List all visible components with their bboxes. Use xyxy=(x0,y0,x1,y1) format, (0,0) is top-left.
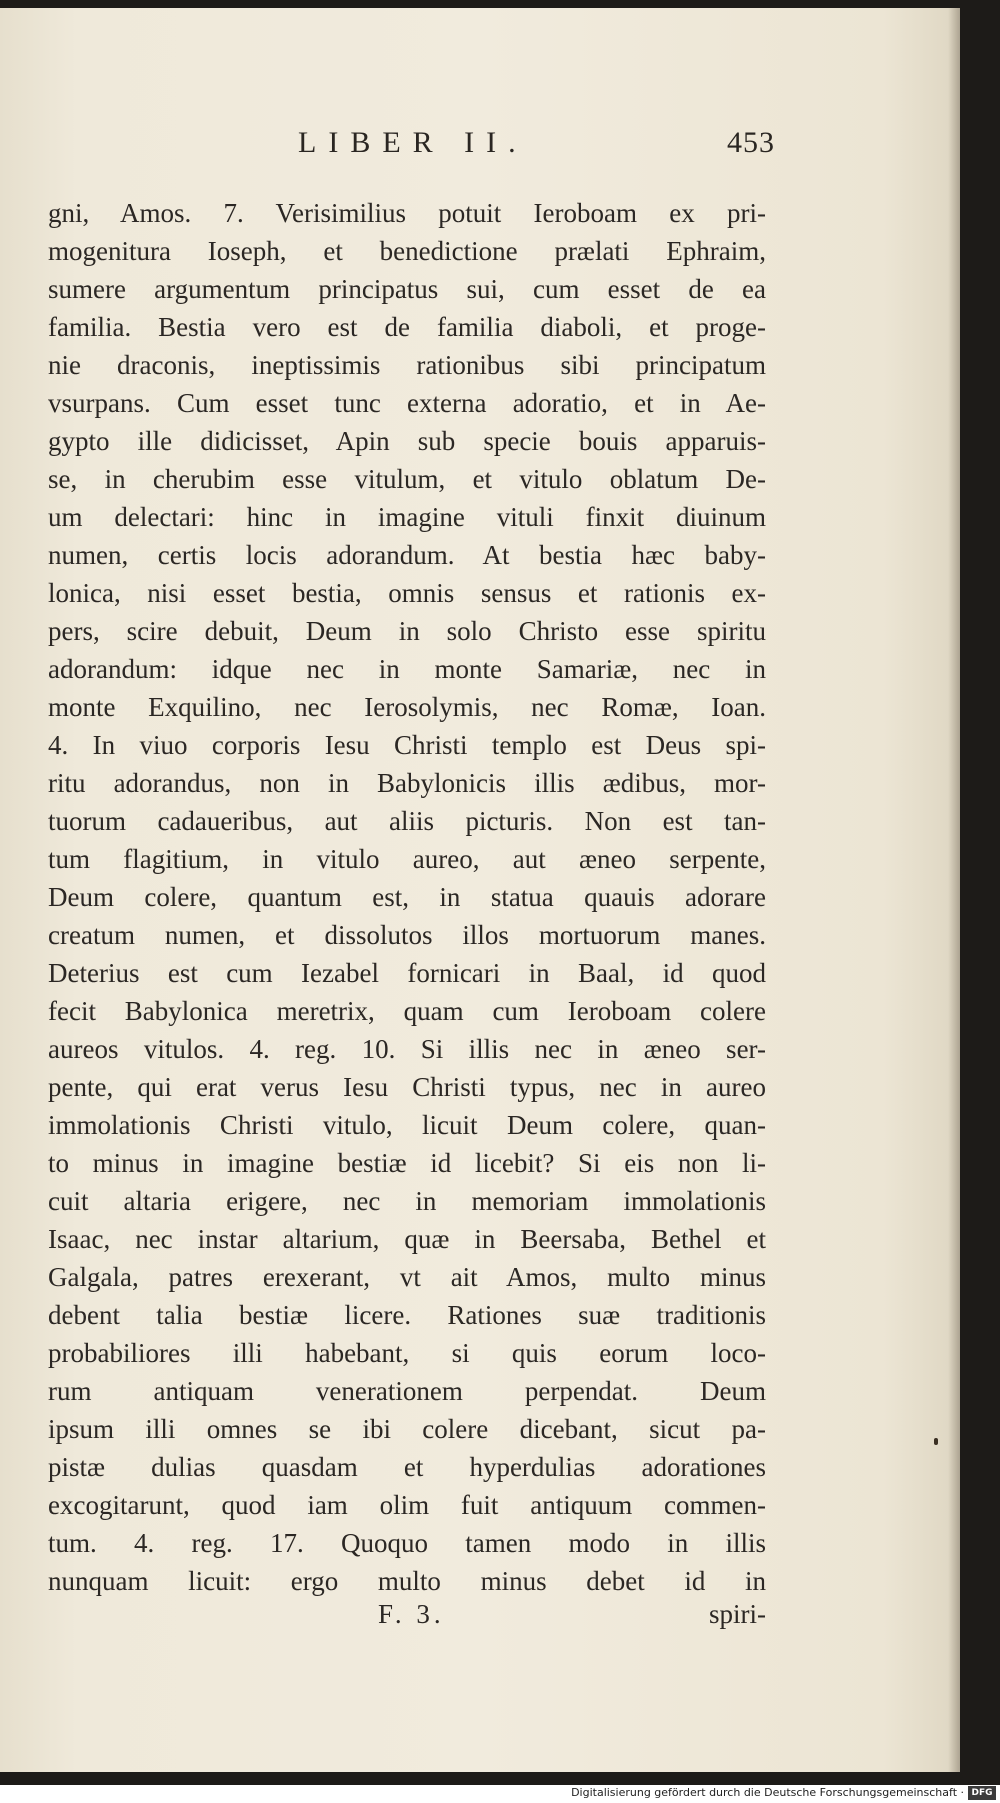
text-line: um delectari: hinc in imagine vituli finxit diuinum xyxy=(48,502,766,532)
body-text xyxy=(48,194,766,1600)
text-line: 4. In viuo corporis Iesu Christi templo est Deus spi- xyxy=(48,730,766,760)
text-line: pers, scire debuit, Deum in solo Christo esse spiritu xyxy=(48,616,766,646)
text-line: Deum colere, quantum est, in statua quauis adorare xyxy=(48,882,766,912)
text-line: pistæ dulias quasdam et hyperdulias adorationes xyxy=(48,1452,766,1482)
text-line: Deterius est cum Iezabel fornicari in Baal, id quod xyxy=(48,958,766,988)
text-line: tum flagitium, in vitulo aureo, aut æneo serpente, xyxy=(48,844,766,874)
signature-mark: F. 3. xyxy=(378,1599,445,1629)
text-line: numen, certis locis adorandum. At bestia hæc baby- xyxy=(48,540,766,570)
text-line: Isaac, nec instar altarium, quæ in Beersaba, Bethel et xyxy=(48,1224,766,1254)
text-line: excogitarunt, quod iam olim fuit antiquum commen- xyxy=(48,1490,766,1520)
text-line: ipsum illi omnes se ibi colere dicebant, sicut pa- xyxy=(48,1414,766,1444)
text-line: tuorum cadaueribus, aut aliis picturis. Non est tan- xyxy=(48,806,766,836)
page-footer xyxy=(48,1599,766,1639)
text-line: mogenitura Ioseph, et benedictione prælati Ephraim, xyxy=(48,236,766,266)
dfg-logo: DFG xyxy=(968,1786,996,1800)
text-line: lonica, nisi esset bestia, omnis sensus et rationis ex- xyxy=(48,578,766,608)
book-page xyxy=(0,8,960,1772)
text-line: monte Exquilino, nec Ierosolymis, nec Romæ, Ioan. xyxy=(48,692,766,722)
text-line: probabiliores illi habebant, si quis eorum loco- xyxy=(48,1338,766,1368)
ink-speck xyxy=(934,1438,938,1445)
text-line: pente, qui erat verus Iesu Christi typus, nec in aureo xyxy=(48,1072,766,1102)
text-line: vsurpans. Cum esset tunc externa adoratio, et in Ae- xyxy=(48,388,766,418)
page-edge-shadow xyxy=(948,8,960,1772)
text-line: nunquam licuit: ergo multo minus debet id in xyxy=(48,1566,766,1596)
text-line: nie draconis, ineptissimis rationibus sibi principatum xyxy=(48,350,766,380)
text-line: creatum numen, et dissolutos illos mortuorum manes. xyxy=(48,920,766,950)
text-line: gypto ille didicisset, Apin sub specie bouis apparuis- xyxy=(48,426,766,456)
text-line: cuit altaria erigere, nec in memoriam immolationis xyxy=(48,1186,766,1216)
text-line: fecit Babylonica meretrix, quam cum Ieroboam colere xyxy=(48,996,766,1026)
text-line: gni, Amos. 7. Verisimilius potuit Ieroboam ex pri- xyxy=(48,198,766,228)
text-line: aureos vitulos. 4. reg. 10. Si illis nec in æneo ser- xyxy=(48,1034,766,1064)
text-line: familia. Bestia vero est de familia diaboli, et proge- xyxy=(48,312,766,342)
text-line: rum antiquam venerationem perpendat. Deum xyxy=(48,1376,766,1406)
running-title: LIBER II. xyxy=(298,126,528,159)
text-line: to minus in imagine bestiæ id licebit? Si eis non li- xyxy=(48,1148,766,1178)
catchword: spiri- xyxy=(709,1599,766,1629)
text-line: adorandum: idque nec in monte Samariæ, nec in xyxy=(48,654,766,684)
text-line: ritu adorandus, non in Babylonicis illis ædibus, mor- xyxy=(48,768,766,798)
text-line: tum. 4. reg. 17. Quoquo tamen modo in illis xyxy=(48,1528,766,1558)
text-line: debent talia bestiæ licere. Rationes suæ traditionis xyxy=(48,1300,766,1330)
text-line: sumere argumentum principatus sui, cum esset de ea xyxy=(48,274,766,304)
text-line: immolationis Christi vitulo, licuit Deum colere, quan- xyxy=(48,1110,766,1140)
text-line: se, in cherubim esse vitulum, et vitulo oblatum De- xyxy=(48,464,766,494)
digitization-credit: Digitalisierung gefördert durch die Deutsche Forschungsgemeinschaft · xyxy=(571,1786,964,1799)
running-head xyxy=(50,126,775,170)
text-line: Galgala, patres erexerant, vt ait Amos, multo minus xyxy=(48,1262,766,1292)
page-number: 453 xyxy=(727,126,775,159)
